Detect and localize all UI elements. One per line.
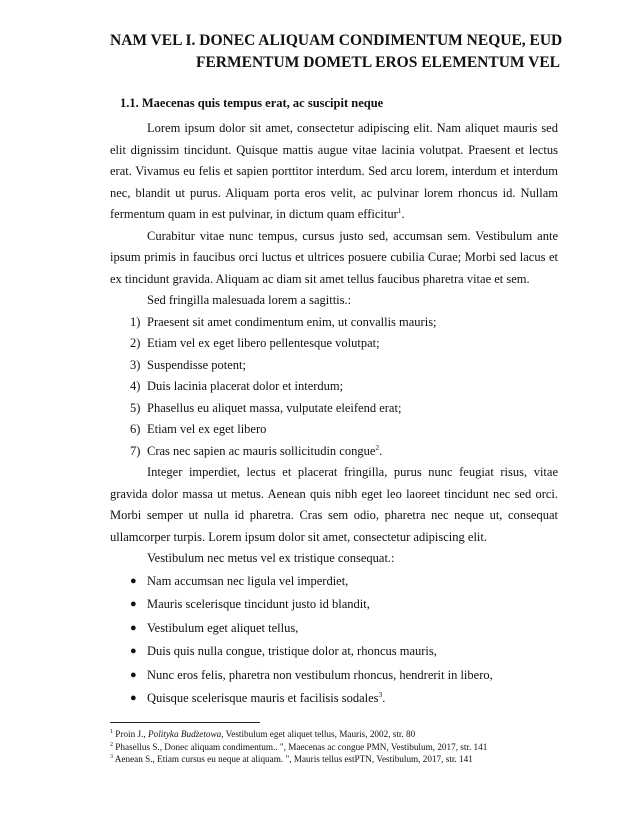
bullet-icon: ●	[130, 692, 137, 704]
footnote-number: 1	[110, 728, 113, 735]
list-item	[110, 640, 558, 664]
paragraph-5: Vestibulum nec metus vel ex tristique consequat.:	[147, 551, 395, 565]
footnote	[110, 741, 570, 754]
footnote-ref-2[interactable]: 2	[375, 442, 380, 452]
list-item-text: Etiam vel ex eget libero	[147, 422, 267, 436]
bullet-icon: ●	[130, 668, 137, 681]
list-item	[110, 593, 558, 617]
list-item	[110, 355, 558, 377]
chapter-heading-line-1: NAM VEL I. DONEC ALIQUAM CONDIMENTUM NEQUE, EUD	[110, 32, 563, 49]
footnote-ref-3[interactable]: 3	[378, 689, 383, 699]
list-item-text: Duis quis nulla congue, tristique dolor at, rhoncus mauris,	[147, 644, 437, 658]
list-item-text: Duis lacinia placerat dolor et interdum;	[147, 379, 344, 393]
list-item	[110, 687, 558, 711]
list-item-text: Etiam vel ex eget libero pellentesque volutpat;	[147, 336, 380, 350]
list-item-text: Mauris scelerisque tincidunt justo id blandit,	[147, 597, 370, 611]
paragraph-2: Curabitur vitae nunc tempus, cursus justo sed, accumsan sem. Vestibulum ante ipsum primis in faucibus orci luctus et ultrices posuere cubilia Curae; Morbi sed lacus et ex tincidunt gravida. Aliquam ac diam sit amet tellus faucibus pharetra vitae et sem.	[110, 228, 558, 286]
list-number: 4)	[130, 379, 141, 393]
list-number: 1)	[130, 314, 141, 329]
footnote	[110, 728, 570, 741]
list-item	[110, 570, 558, 594]
list-item-text: Vestibulum eget aliquet tellus,	[147, 620, 299, 635]
section-heading: 1.1. Maecenas quis tempus erat, ac suscipit neque	[120, 96, 384, 110]
footnote-number: 2	[110, 741, 113, 748]
list-item	[110, 419, 558, 441]
list-item	[110, 398, 558, 420]
list-item-text: Phasellus eu aliquet massa, vulputate eleifend erat;	[147, 400, 402, 415]
numbered-list	[110, 312, 558, 463]
bullet-icon: ●	[130, 574, 137, 587]
footnote-text: Proin J.,	[113, 729, 148, 739]
footnote-text: , Vestibulum eget aliquet tellus, Mauris, 2002, str. 80	[221, 729, 416, 739]
list-item-text: Praesent sit amet condimentum enim, ut convallis mauris;	[147, 314, 437, 329]
paragraph-3: Sed fringilla malesuada lorem a sagittis.:	[147, 293, 352, 307]
footnote-title: Polityka Budżetowa	[147, 729, 222, 739]
footnote-text: Phasellus S., Donec aliquam condimentum.. ", Maecenas ac congue PMN, Vestibulum, 2017, str. 141	[113, 741, 488, 752]
list-item-text: Cras nec sapien ac mauris sollicitudin congue	[147, 443, 376, 458]
list-item-text: Suspendisse potent;	[147, 357, 246, 372]
footnote-ref-1[interactable]: 1	[397, 205, 402, 215]
list-item	[110, 376, 558, 398]
list-number: 5)	[130, 400, 141, 415]
list-number: 7)	[130, 443, 141, 458]
list-number: 6)	[130, 422, 141, 436]
bullet-icon: ●	[130, 621, 137, 634]
list-item: 7) Cras nec sapien ac mauris sollicitudin congue$^2$.	[110, 441, 558, 463]
list-item-text: Quisque scelerisque mauris et facilisis sodales	[147, 691, 379, 705]
list-item	[110, 312, 558, 334]
bullet-icon: ●	[130, 598, 137, 610]
list-item-text: Nam accumsan nec ligula vel imperdiet,	[147, 573, 349, 588]
footnote-number: 3	[110, 753, 113, 760]
list-item-text: Nunc eros felis, pharetra non vestibulum rhoncus, hendrerit in libero,	[147, 667, 493, 682]
footnotes	[110, 728, 570, 766]
chapter-heading	[110, 30, 570, 74]
paragraph-4: Integer imperdiet, lectus et placerat fringilla, purus nunc feugiat risus, vitae gravida dolor massa ut metus. Aenean quis nibh eget leo laoreet tincidunt nec sed orci. Morbi semper ut nulla id pharetra. Cras sem odio, pharetra nec neque ut, consequat ullamcorper turpis. Lorem ipsum dolor sit amet, consectetur adipiscing elit.	[110, 465, 558, 544]
footnote	[110, 753, 570, 766]
paragraph-1-text: Lorem ipsum dolor sit amet, consectetur adipiscing elit. Nam aliquet mauris sed elit dignissim tincidunt. Quisque mattis augue vitae lacinia volutpat. Praesent et lectus erat. Vivamus eu felis et sapien porttitor interdum. Sed arcu lorem, interdum et interdum nec, blandit ut purus. Aliquam porta eros velit, ac pulvinar lorem rhoncus id. Nullam fermentum quam in est pulvinar, in dictum quam efficitur	[110, 121, 558, 221]
bullet-icon: ●	[130, 645, 137, 657]
list-item	[110, 333, 558, 355]
footnote-text: Aenean S., Etiam cursus eu neque at aliquam. ", Mauris tellus estPTN, Vestibulum, 2017, str. 141	[113, 754, 473, 764]
list-item-trail: .	[382, 691, 386, 705]
list-number: 3)	[130, 357, 141, 372]
document-body	[110, 118, 558, 711]
list-number: 2)	[130, 336, 141, 350]
bullet-list	[110, 570, 558, 711]
paragraph-1: Lorem ipsum dolor sit amet, consectetur adipiscing elit. Nam aliquet mauris sed elit dignissim tincidunt. Quisque mattis augue vitae lacinia volutpat. Praesent et lectus erat. Vivamus eu felis et sapien porttitor interdum. Sed arcu lorem, interdum et interdum nec, blandit ut purus. Aliquam porta eros velit, ac pulvinar lorem rhoncus id. Nullam fermentum quam in est pulvinar, in dictum quam efficitur$^1$.	[110, 121, 558, 221]
list-item	[110, 664, 558, 688]
footnote-separator	[110, 722, 260, 723]
chapter-heading-line-2: FERMENTUM DOMETL EROS ELEMENTUM VEL	[196, 54, 561, 71]
list-item	[110, 617, 558, 641]
